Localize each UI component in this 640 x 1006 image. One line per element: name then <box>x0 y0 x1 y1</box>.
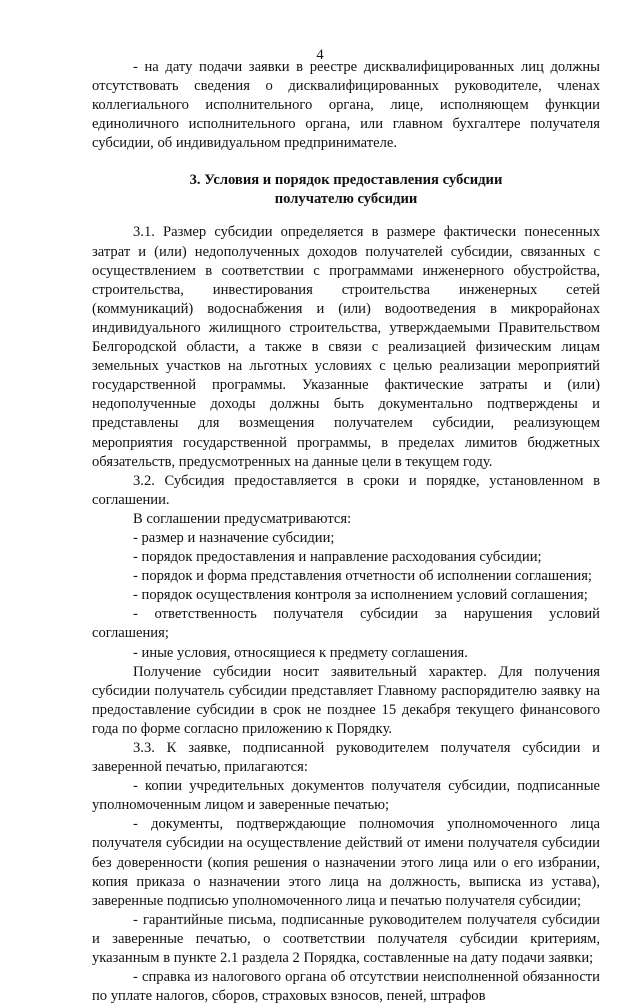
list-item: - копии учредительных документов получателя субсидии, подписанные уполномоченным лицом и заверенные печатью; <box>92 778 600 814</box>
paragraph-agreement-intro: В соглашении предусматриваются: <box>133 510 352 527</box>
page-number: 4 <box>316 47 324 63</box>
list-item: - ответственность получателя субсидии за нарушения условий соглашения; <box>92 606 600 642</box>
list-item: - документы, подтверждающие полномочия уполномоченного лица получателя субсидии на осуществление действий от имени получателя субсидии без доверенности (копия решения о назначении этого лица или о его избрании, копия приказа о назначении этого лица на должность, выписка из устава), заверенные подписью уполномоченного лица и печатью получателя субсидии; <box>92 816 600 909</box>
section-heading-line-2: получателю субсидии <box>274 191 418 208</box>
section-heading <box>92 171 600 209</box>
document-body <box>92 58 600 1006</box>
list-item: - порядок и форма представления отчетности об исполнении соглашения; <box>133 568 592 585</box>
list-item: - справка из налогового органа об отсутствии неисполненной обязанности по уплате налогов, сборов, страховых взносов, пеней, штрафов <box>92 969 600 1005</box>
paragraph-application: Получение субсидии носит заявительный характер. Для получения субсидии получатель субсидии представляет Главному распорядителю заявку на предоставление субсидии в срок не позднее 15 декабря текущего финансового года по форме согласно приложению к Порядку. <box>92 663 600 737</box>
list-item: - размер и назначение субсидии; <box>133 529 335 546</box>
list-item: - порядок предоставления и направление расходования субсидии; <box>133 549 542 566</box>
list-item: - гарантийные письма, подписанные руководителем получателя субсидии и заверенные печатью, о соответствии получателя субсидии критериям, указанным в пункте 2.1 раздела 2 Порядка, составленные на дату подачи заявки; <box>92 911 600 967</box>
paragraph-3-1: 3.1. Размер субсидии определяется в размере фактически понесенных затрат и (или) недополученных доходов получателей субсидии, связанных с осуществлением в соответствии с программами инженерного обустройства, строительства, инвестирования строительства инженерных сетей (коммуникаций) водоснабжения и (или) водоотведения в микрорайонах индивидуального жилищного строительства, утверждаемыми Правительством Белгородской области, а также в связи с реализацией физическим лицам земельных участков на льготных условиях с целью реализации мероприятий государственной программы. Указанные фактические затраты и (или) недополученные доходы должны быть документально подтверждены и представлены для возмещения получателем субсидии, реализующем мероприятия государственной программы, в пределах лимитов бюджетных обязательств, предусмотренных на данные цели в текущем году. <box>92 224 600 470</box>
paragraph-3-2: 3.2. Субсидия предоставляется в сроки и порядке, установленном в соглашении. <box>92 472 600 508</box>
list-item: - порядок осуществления контроля за исполнением условий соглашения; <box>133 587 588 604</box>
paragraph-disqualified-persons: - на дату подачи заявки в реестре дисквалифицированных лиц должны отсутствовать сведения о дисквалифицированных руководителе, членах коллегиального исполнительного органа, лице, исполняющем функции единоличного исполнительного органа, или главном бухгалтере получателя субсидии, об индивидуальном предпринимателе. <box>92 59 600 152</box>
list-item: - иные условия, относящиеся к предмету соглашения. <box>133 644 468 661</box>
section-heading-line-1: 3. Условия и порядок предоставления субсидии <box>189 172 503 189</box>
paragraph-3-3: 3.3. К заявке, подписанной руководителем получателя субсидии и заверенной печатью, прилагаются: <box>92 740 600 776</box>
